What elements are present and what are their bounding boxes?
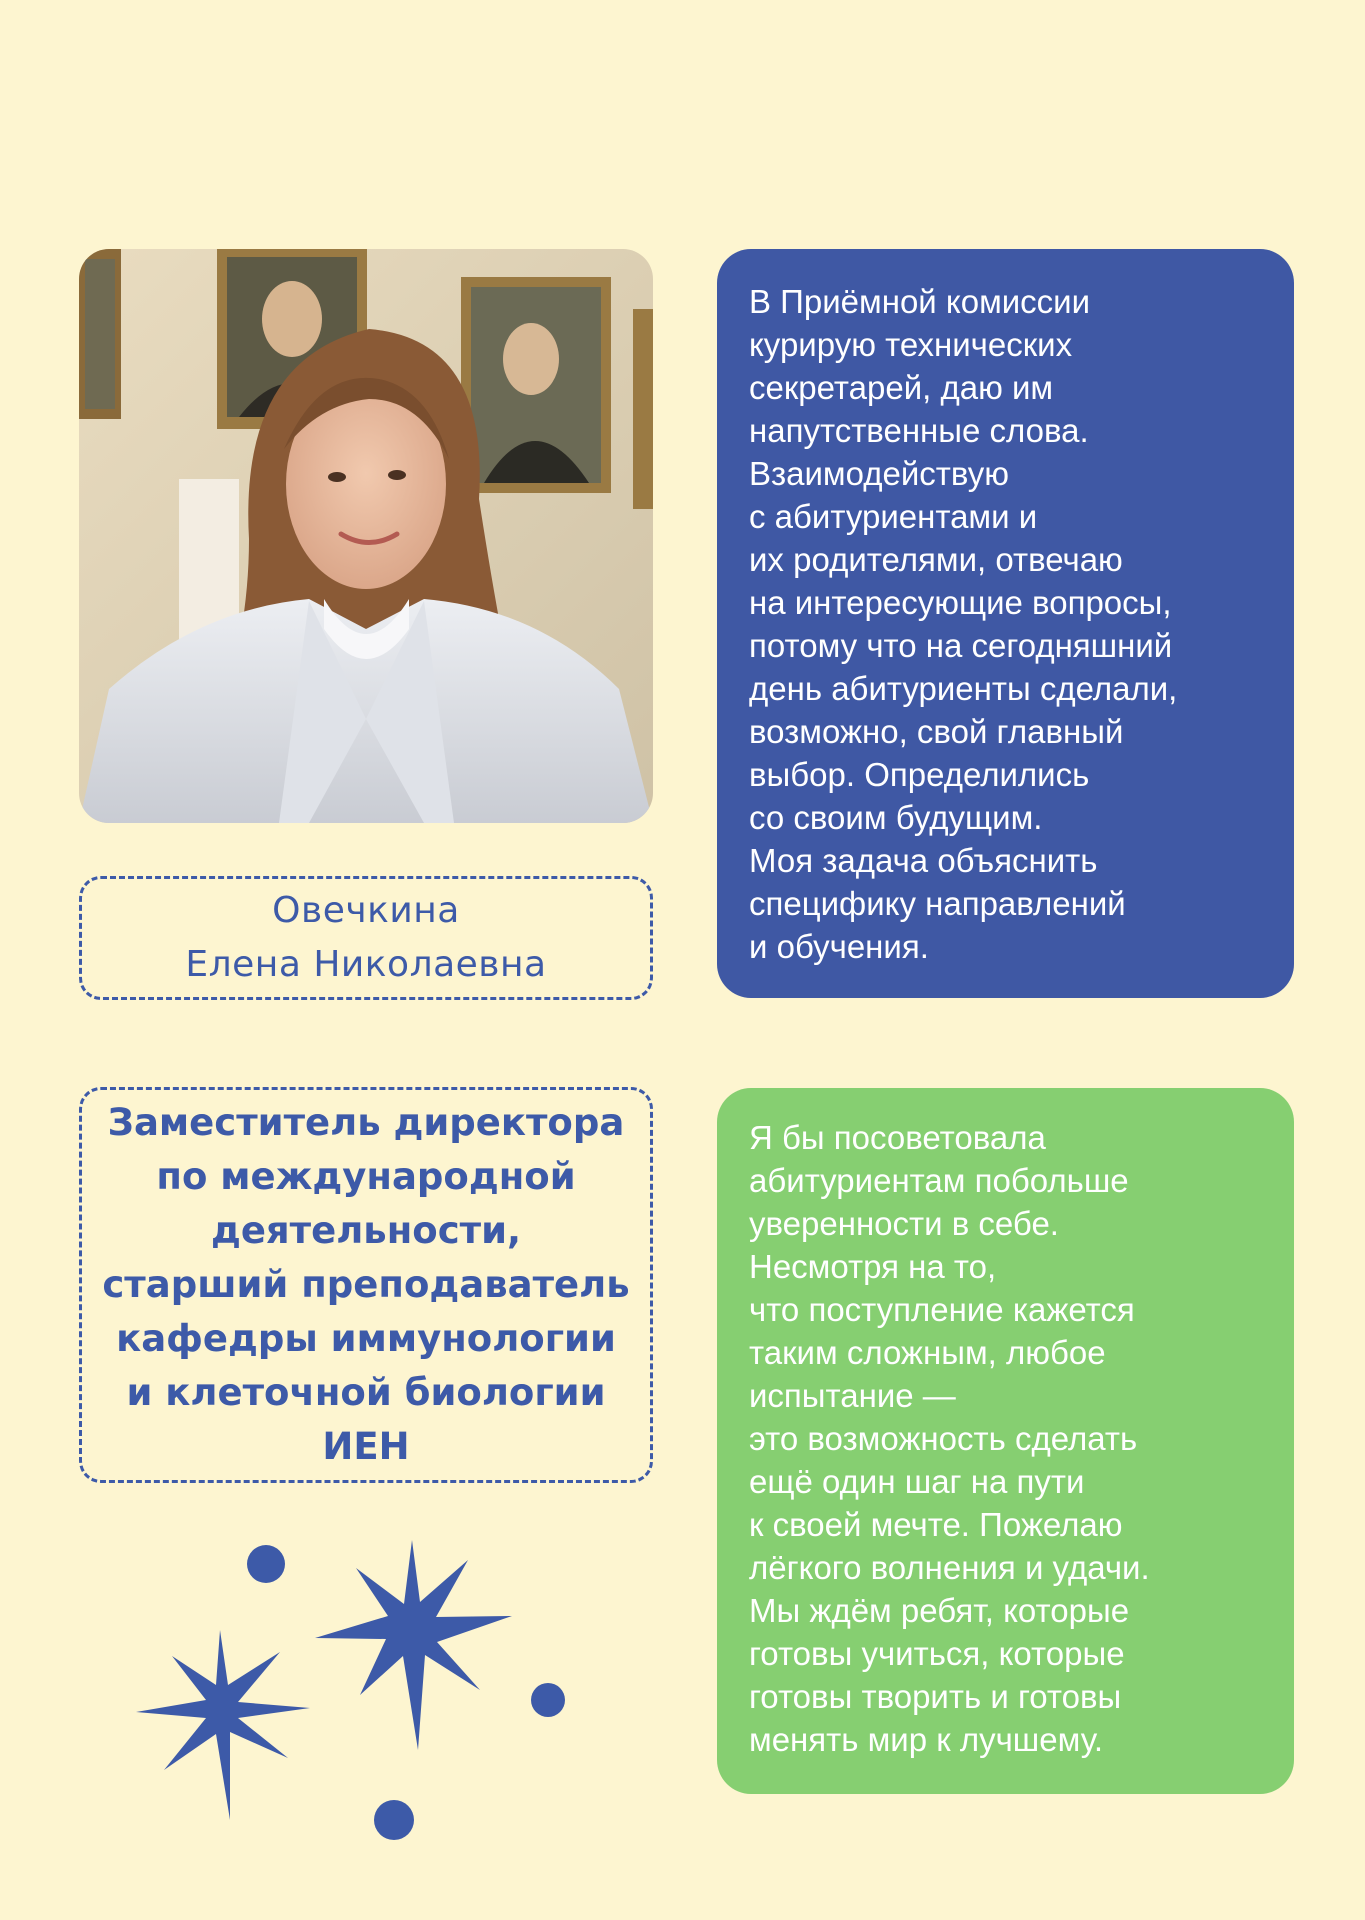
small-star-icon bbox=[136, 1630, 310, 1820]
quote-line: Взаимодействую bbox=[749, 455, 1009, 492]
quote-line: их родителями, отвечаю bbox=[749, 541, 1123, 578]
quote-line: курирую технических bbox=[749, 326, 1073, 363]
role-line: деятельности, bbox=[210, 1209, 522, 1252]
quote-line: уверенности в себе. bbox=[749, 1205, 1059, 1242]
quote-line: к своей мечте. Пожелаю bbox=[749, 1506, 1123, 1543]
quote-line: Несмотря на то, bbox=[749, 1248, 997, 1285]
role-line: по международной bbox=[156, 1155, 576, 1198]
quote-line: что поступление кажется bbox=[749, 1291, 1135, 1328]
quote-line: абитуриентам побольше bbox=[749, 1162, 1129, 1199]
quote-card-green bbox=[717, 1088, 1294, 1794]
portrait-photo bbox=[79, 249, 653, 823]
quote-line: на интересующие вопросы, bbox=[749, 584, 1172, 621]
quote-line: день абитуриенты сделали, bbox=[749, 670, 1178, 707]
quote-line: с абитуриентами и bbox=[749, 498, 1038, 535]
quote-line: менять мир к лучшему. bbox=[749, 1721, 1104, 1758]
quote-line: возможно, свой главный bbox=[749, 713, 1124, 750]
quote-line: лёгкого волнения и удачи. bbox=[749, 1549, 1150, 1586]
quote-card-blue bbox=[717, 249, 1294, 998]
quote-line: это возможность сделать bbox=[749, 1420, 1138, 1457]
role-line: кафедры иммунологии bbox=[116, 1317, 616, 1360]
quote-line: готовы учиться, которые bbox=[749, 1635, 1125, 1672]
name-line-surname: Овечкина bbox=[272, 890, 460, 931]
dot-icon bbox=[531, 1683, 565, 1717]
quote-line: выбор. Определились bbox=[749, 756, 1090, 793]
quote-line: Мы ждём ребят, которые bbox=[749, 1592, 1130, 1629]
quote-line: Моя задача объяснить bbox=[749, 842, 1098, 879]
role-line: ИЕН bbox=[322, 1425, 410, 1468]
quote-line: испытание — bbox=[749, 1377, 956, 1414]
name-label bbox=[79, 876, 653, 1000]
dot-icon bbox=[374, 1800, 414, 1840]
quote-line: и обучения. bbox=[749, 928, 929, 965]
role-label bbox=[79, 1087, 653, 1483]
quote-line: ещё один шаг на пути bbox=[749, 1463, 1085, 1500]
quote-line: со своим будущим. bbox=[749, 799, 1043, 836]
quote-line: напутственные слова. bbox=[749, 412, 1089, 449]
name-line-given: Елена Николаевна bbox=[185, 944, 547, 985]
quote-line: таким сложным, любое bbox=[749, 1334, 1106, 1371]
role-line: старший преподаватель bbox=[102, 1263, 630, 1306]
star-sparkle-icon bbox=[120, 1520, 580, 1860]
quote-line: специфику направлений bbox=[749, 885, 1126, 922]
role-line: и клеточной биологии bbox=[126, 1371, 606, 1414]
quote-line: Я бы посоветовала bbox=[749, 1119, 1046, 1156]
quote-line: потому что на сегодняшний bbox=[749, 627, 1173, 664]
quote-line: секретарей, даю им bbox=[749, 369, 1054, 406]
large-star-icon bbox=[315, 1540, 512, 1750]
quote-line: В Приёмной комиссии bbox=[749, 283, 1091, 320]
quote-line: готовы творить и готовы bbox=[749, 1678, 1122, 1715]
role-line: Заместитель директора bbox=[107, 1101, 625, 1144]
dot-icon bbox=[247, 1545, 285, 1583]
